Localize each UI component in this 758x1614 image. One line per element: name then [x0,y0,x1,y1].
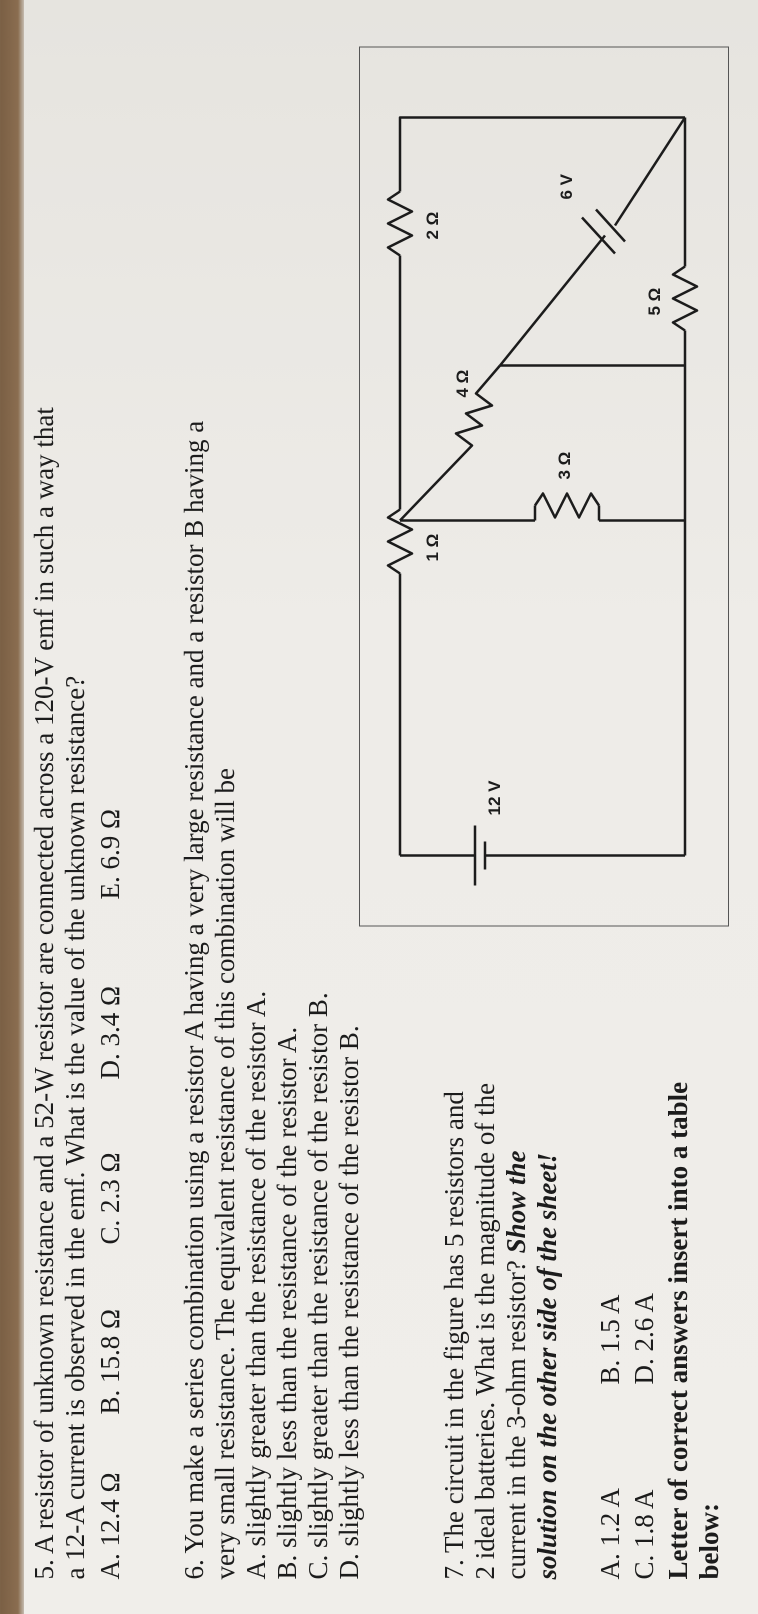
resistor-2ohm [388,192,412,256]
wire-diag-right [500,236,605,366]
q5-line1: 5. A resistor of unknown resistance and a 52-W resistor are connected across a 120-V emf in such a way that [29,407,59,1580]
q5-option-c: C. 2.3 Ω [95,1152,125,1245]
q7-option-c: C. 1.8 A [629,1489,659,1580]
label-1ohm: 1 Ω [423,533,442,562]
battery-12v [475,826,485,886]
footer-line2: below: [694,1503,724,1580]
q7-option-b: B. 1.5 A [595,1294,625,1385]
circuit-figure [359,47,729,927]
q7-option-a: A. 1.2 A [595,1487,625,1580]
q7-line4: solution on the other side of the sheet! [532,1152,562,1580]
worksheet [29,35,729,1580]
q5-option-e: E. 6.9 Ω [95,808,125,900]
label-6v: 6 V [557,173,576,200]
q5-option-b: B. 15.8 Ω [95,1308,125,1415]
q6-line2: very small resistance. The equivalent resistance of this combination will be [210,767,240,1580]
battery-6v [582,210,625,254]
q6-option-c: C. slightly greater than the resistance of the resistor B. [303,992,333,1580]
label-3ohm: 3 Ω [555,451,574,480]
q5-option-a: A. 12.4 Ω [95,1472,125,1580]
q7-line2: 2 ideal batteries. What is the magnitude of the [470,1082,500,1580]
q7-line3-emphasis: Show the [501,1150,531,1254]
label-4ohm: 4 Ω [453,369,472,398]
q7-option-d: D. 2.6 A [629,1292,659,1385]
q5-line2: a 12-A current is observed in the emf. What is the value of the unknown resistance? [60,675,90,1580]
q6-option-b: B. slightly less than the resistance of the resistor A. [272,1026,302,1580]
label-5ohm: 5 Ω [645,287,664,316]
q7-line3 [501,1151,531,1580]
label-12v: 12 V [485,780,504,816]
q7-line1: 7. The circuit in the figure has 5 resistors and [439,1091,469,1580]
q6-option-a: A. slightly greater than the resistance of the resistor A. [241,990,271,1580]
q7-line3-plain: current in the 3-ohm resistor? [501,1253,531,1580]
resistor-5ohm [673,267,697,331]
q6-option-d: D. slightly less than the resistance of the resistor B. [334,1025,364,1580]
circuit-diagram [360,46,730,926]
resistor-4ohm [400,366,500,521]
q6-line1: 6. You make a series combination using a resistor A having a very large resistance and a resistor B having a [179,420,209,1580]
footer-line1: Letter of correct answers insert into a table [663,1081,693,1580]
label-2ohm: 2 Ω [423,211,442,240]
wire-top-right [400,118,685,192]
resistor-3ohm [535,494,599,518]
q5-option-d: D. 3.4 Ω [95,985,125,1080]
